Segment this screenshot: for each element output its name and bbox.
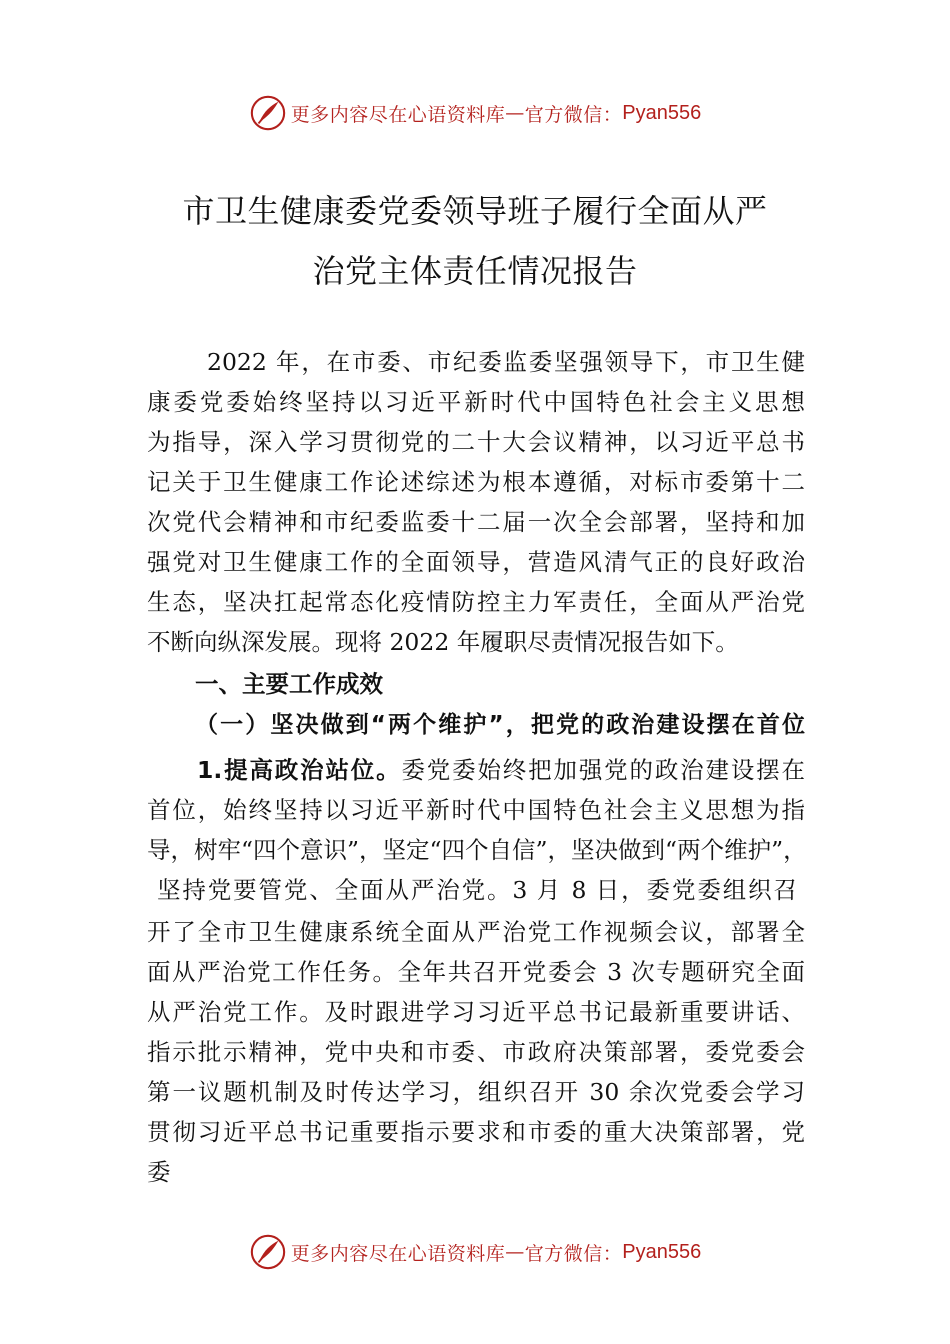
- watermark-wechat-id: Pyan556: [622, 1240, 702, 1263]
- watermark-separator: —: [505, 102, 525, 124]
- intro-line: 生态，坚决扛起常态化疫情防控主力军责任，全面从严治党: [147, 588, 805, 616]
- item-line: 首位，始终坚持以习近平新时代中国特色社会主义思想为指: [147, 796, 805, 824]
- watermark-text: 更多内容尽在心语资料库: [290, 1242, 506, 1265]
- item-line: 委: [147, 1158, 171, 1186]
- quill-logo-icon: [249, 1233, 287, 1271]
- header-watermark-banner: [0, 93, 950, 133]
- item-first-line: [197, 750, 805, 790]
- item-line: 委党委始终把加强党的政治建设摆在: [401, 756, 806, 784]
- document-title-line-1: 市卫生健康委党委领导班子履行全面从严: [182, 192, 768, 230]
- intro-line: 2022 年，在市委、市纪委监委坚强领导下，市卫生健: [207, 348, 805, 376]
- watermark-text: 更多内容尽在心语资料库: [290, 103, 506, 126]
- item-line: 从严治党工作。及时跟进学习习近平总书记最新重要讲话、: [147, 998, 805, 1026]
- item-line: 第一议题机制及时传达学习，组织召开 30 余次党委会学习: [147, 1078, 805, 1106]
- footer-watermark-banner: [0, 1232, 950, 1272]
- item-line: 贯彻习近平总书记重要指示要求和市委的重大决策部署，党: [147, 1118, 805, 1146]
- intro-line: 不断向纵深发展。现将 2022 年履职尽责情况报告如下。: [147, 628, 739, 656]
- intro-line: 为指导，深入学习贯彻党的二十大会议精神，以习近平总书: [147, 428, 805, 456]
- watermark-label: 官方微信：: [524, 103, 623, 126]
- intro-line: 强党对卫生健康工作的全面领导，营造风清气正的良好政治: [147, 548, 805, 576]
- watermark-label: 官方微信：: [524, 1242, 623, 1265]
- intro-line: 次党代会精神和市纪委监委十二届一次全会部署，坚持和加: [147, 508, 805, 536]
- quill-logo-icon: [249, 94, 287, 132]
- watermark-separator: —: [505, 1241, 525, 1263]
- item-label: 1.提高政治站位。: [197, 756, 402, 784]
- item-line: 指示批示精神，党中央和市委、市政府决策部署，委党委会: [147, 1038, 805, 1066]
- section-heading: 一、主要工作成效: [195, 670, 383, 698]
- item-line: 坚持党要管党、全面从严治党。3 月 8 日，委党委组织召: [157, 876, 797, 904]
- watermark-wechat-id: Pyan556: [622, 101, 702, 124]
- document-title-line-2: 治党主体责任情况报告: [312, 252, 638, 290]
- subsection-heading: （一）坚决做到“两个维护”，把党的政治建设摆在首位: [195, 712, 805, 738]
- item-line: 导，树牢“四个意识”，坚定“四个自信”，坚决做到“两个维护”，: [147, 836, 807, 864]
- item-line: 开了全市卫生健康系统全面从严治党工作视频会议，部署全: [147, 918, 805, 946]
- intro-line: 康委党委始终坚持以习近平新时代中国特色社会主义思想: [147, 388, 805, 416]
- item-line: 面从严治党工作任务。全年共召开党委会 3 次专题研究全面: [147, 958, 805, 986]
- intro-line: 记关于卫生健康工作论述综述为根本遵循，对标市委第十二: [147, 468, 805, 496]
